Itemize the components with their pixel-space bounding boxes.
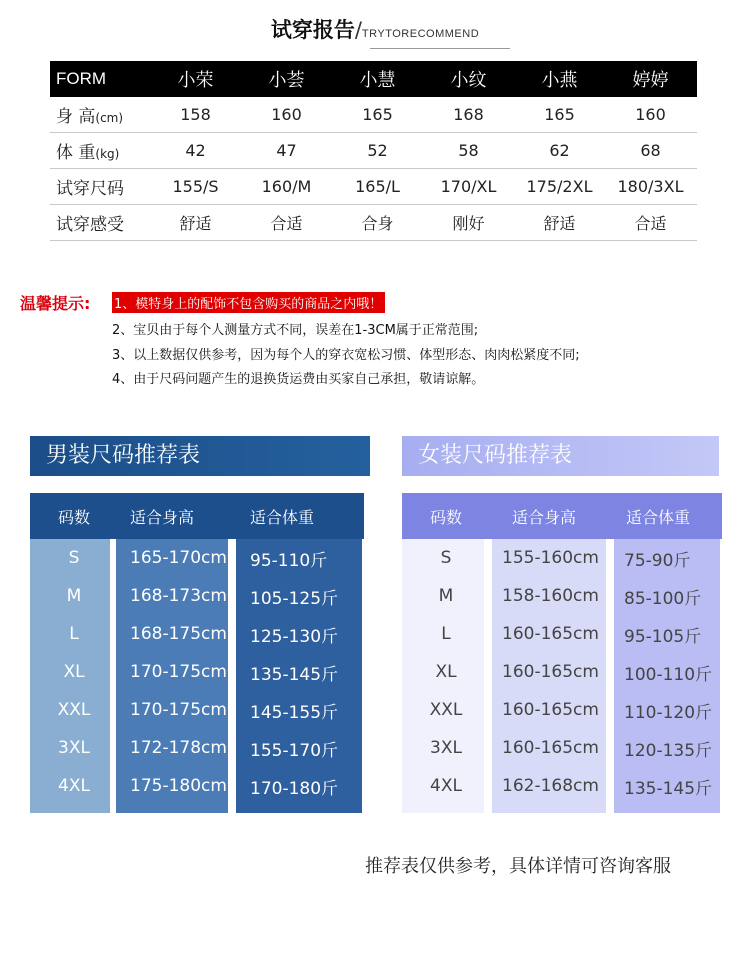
size-cell: L bbox=[441, 624, 451, 644]
tryon-cell: 68 bbox=[640, 141, 661, 160]
note-line: 1、模特身上的配饰不包含购买的商品之内哦！ bbox=[112, 292, 385, 313]
tryon-header-form: FORM bbox=[56, 69, 107, 88]
table-row bbox=[30, 691, 364, 729]
tryon-cell: 165 bbox=[544, 105, 575, 124]
size-cell: XXL bbox=[57, 700, 91, 720]
tryon-cell: 42 bbox=[185, 141, 206, 160]
tryon-cell: 47 bbox=[276, 141, 297, 160]
table-row bbox=[402, 577, 722, 615]
note-line: 3、以上数据仅供参考，因为每个人的穿衣宽松习惯、体型形态、肉肉松紧度不同; bbox=[112, 348, 580, 363]
women-size-table bbox=[402, 493, 722, 813]
header-height: 适合身高 bbox=[512, 507, 577, 527]
tryon-cell: 舒适 bbox=[179, 214, 212, 233]
tryon-cell: 165/L bbox=[355, 177, 400, 196]
size-cell: S bbox=[68, 548, 80, 568]
table-row bbox=[30, 653, 364, 691]
footer-note: 推荐表仅供参考，具体详情可咨询客服 bbox=[365, 856, 671, 877]
weight-cell: 75-90斤 bbox=[624, 550, 691, 571]
height-cell: 160-165cm bbox=[502, 662, 599, 682]
tryon-table bbox=[50, 61, 697, 241]
header-weight: 适合体重 bbox=[250, 507, 315, 527]
women-table-header bbox=[402, 493, 722, 539]
tryon-header-model: 小纹 bbox=[450, 70, 487, 91]
size-cell: 3XL bbox=[58, 738, 90, 758]
men-table-header bbox=[30, 493, 364, 539]
height-cell: 160-165cm bbox=[502, 624, 599, 644]
weight-cell: 135-145斤 bbox=[250, 664, 339, 685]
size-cell: 4XL bbox=[58, 776, 90, 796]
tryon-row-label: 身 高(cm) bbox=[56, 107, 124, 127]
height-cell: 160-165cm bbox=[502, 738, 599, 758]
notes-label: 温馨提示: bbox=[20, 294, 91, 313]
weight-cell: 105-125斤 bbox=[250, 588, 339, 609]
tryon-header-model: 小荣 bbox=[177, 70, 214, 91]
weight-cell: 110-120斤 bbox=[624, 702, 713, 723]
table-row bbox=[30, 615, 364, 653]
header-size: 码数 bbox=[57, 507, 90, 527]
tryon-cell: 160/M bbox=[261, 177, 312, 196]
report-title-subtitle: TRYTORECOMMEND bbox=[361, 28, 480, 40]
tryon-header-row bbox=[50, 61, 697, 97]
note-line: 4、由于尺码问题产生的退换货运费由买家自己承担，敬请谅解。 bbox=[112, 372, 485, 387]
men-table-body bbox=[30, 539, 364, 813]
note-line: 2、宝贝由于每个人测量方式不同，误差在1-3CM属于正常范围; bbox=[112, 323, 479, 338]
tryon-header-model: 婷婷 bbox=[632, 70, 669, 91]
size-cell: L bbox=[69, 624, 79, 644]
table-row bbox=[30, 767, 364, 805]
tryon-header-model: 小荟 bbox=[268, 70, 305, 91]
size-cell: XL bbox=[435, 662, 457, 682]
height-cell: 162-168cm bbox=[502, 776, 599, 796]
height-cell: 158-160cm bbox=[502, 586, 599, 606]
tryon-cell: 52 bbox=[367, 141, 388, 160]
height-cell: 168-173cm bbox=[130, 586, 227, 606]
weight-cell: 145-155斤 bbox=[250, 702, 339, 723]
tryon-cell: 180/3XL bbox=[617, 177, 684, 196]
height-cell: 172-178cm bbox=[130, 738, 227, 758]
size-cell: 3XL bbox=[430, 738, 462, 758]
tryon-cell: 175/2XL bbox=[526, 177, 593, 196]
table-row bbox=[402, 729, 722, 767]
tryon-cell: 刚好 bbox=[452, 214, 485, 233]
tryon-cell: 62 bbox=[549, 141, 570, 160]
tryon-cell: 170/XL bbox=[440, 177, 497, 196]
men-size-chart-title: 男装尺码推荐表 bbox=[30, 436, 370, 476]
tryon-row-size bbox=[50, 169, 697, 205]
weight-cell: 135-145斤 bbox=[624, 778, 713, 799]
tryon-cell: 165 bbox=[362, 105, 393, 124]
tryon-row-height bbox=[50, 97, 697, 133]
size-cell: S bbox=[440, 548, 452, 568]
table-row bbox=[402, 767, 722, 805]
tryon-cell: 158 bbox=[180, 105, 211, 124]
weight-cell: 155-170斤 bbox=[250, 740, 339, 761]
weight-cell: 95-105斤 bbox=[624, 626, 702, 647]
header-height: 适合身高 bbox=[130, 507, 195, 527]
tryon-cell: 58 bbox=[458, 141, 479, 160]
size-cell: XL bbox=[63, 662, 85, 682]
height-cell: 160-165cm bbox=[502, 700, 599, 720]
tryon-cell: 合适 bbox=[270, 214, 303, 233]
weight-cell: 170-180斤 bbox=[250, 778, 339, 799]
height-cell: 165-170cm bbox=[130, 548, 227, 568]
tryon-row-weight bbox=[50, 133, 697, 169]
tryon-row-label: 体 重(kg) bbox=[56, 143, 120, 163]
table-row bbox=[402, 615, 722, 653]
height-cell: 175-180cm bbox=[130, 776, 227, 796]
report-title bbox=[0, 14, 750, 44]
size-cell: XXL bbox=[429, 700, 463, 720]
tryon-cell: 160 bbox=[271, 105, 302, 124]
men-size-table bbox=[30, 493, 364, 813]
header-size: 码数 bbox=[429, 507, 462, 527]
size-cell: M bbox=[66, 586, 82, 606]
height-cell: 170-175cm bbox=[130, 662, 227, 682]
title-underline bbox=[370, 48, 510, 49]
women-size-chart-title: 女装尺码推荐表 bbox=[402, 436, 719, 476]
tryon-row-feeling bbox=[50, 205, 697, 241]
tryon-cell: 168 bbox=[453, 105, 484, 124]
table-row bbox=[30, 729, 364, 767]
report-title-separator: / bbox=[354, 18, 362, 42]
table-row bbox=[30, 539, 364, 577]
height-cell: 155-160cm bbox=[502, 548, 599, 568]
tryon-cell: 合身 bbox=[361, 214, 394, 233]
tryon-cell: 舒适 bbox=[543, 214, 576, 233]
table-row bbox=[402, 691, 722, 729]
women-table-body bbox=[402, 539, 722, 813]
weight-cell: 100-110斤 bbox=[624, 664, 713, 685]
report-title-main: 试穿报告 bbox=[270, 18, 355, 42]
table-row bbox=[402, 539, 722, 577]
height-cell: 170-175cm bbox=[130, 700, 227, 720]
weight-cell: 125-130斤 bbox=[250, 626, 339, 647]
tryon-cell: 合适 bbox=[634, 214, 667, 233]
weight-cell: 85-100斤 bbox=[624, 588, 702, 609]
tryon-cell: 155/S bbox=[172, 177, 219, 196]
weight-cell: 95-110斤 bbox=[250, 550, 328, 571]
header-weight: 适合体重 bbox=[626, 507, 691, 527]
weight-cell: 120-135斤 bbox=[624, 740, 713, 761]
table-row bbox=[30, 577, 364, 615]
tryon-row-label: 试穿尺码 bbox=[56, 179, 124, 199]
tryon-row-label: 试穿感受 bbox=[56, 215, 124, 235]
size-cell: 4XL bbox=[430, 776, 462, 796]
tryon-header-model: 小慧 bbox=[359, 70, 396, 91]
tryon-cell: 160 bbox=[635, 105, 666, 124]
tryon-header-model: 小燕 bbox=[541, 70, 578, 91]
height-cell: 168-175cm bbox=[130, 624, 227, 644]
size-cell: M bbox=[438, 586, 454, 606]
table-row bbox=[402, 653, 722, 691]
